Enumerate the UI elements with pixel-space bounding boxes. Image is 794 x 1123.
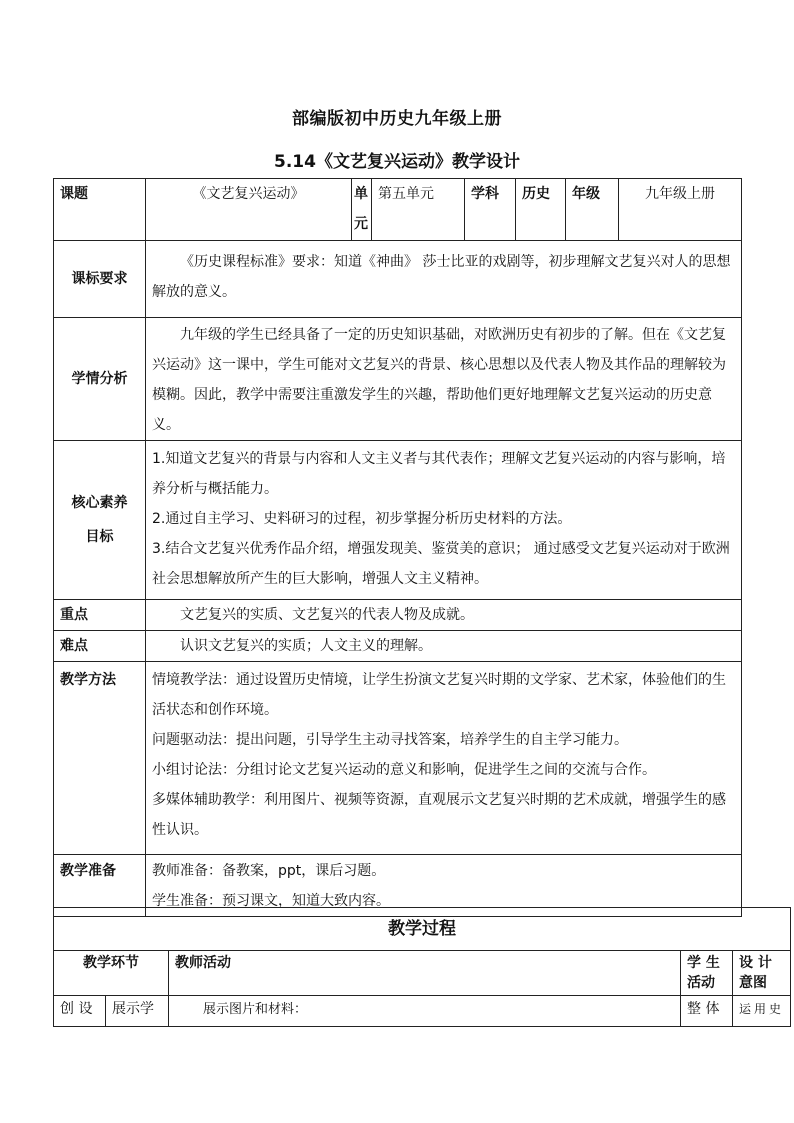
- process-row: [54, 996, 791, 1027]
- difficulty-row: [54, 631, 742, 662]
- row1-stage-b: 展示学: [106, 996, 169, 1027]
- subject-label: 学科: [465, 179, 516, 241]
- col-design: [733, 951, 791, 996]
- process-table: [53, 907, 791, 1027]
- subject-value: 历史: [516, 179, 566, 241]
- difficulty-label: 难点: [54, 631, 146, 662]
- prep-teacher: 教师准备：备教案，ppt，课后习题。: [152, 863, 386, 879]
- prep-student: 学生准备：预习课文，知道大致内容。: [152, 893, 390, 909]
- col-stage: 教学环节: [54, 951, 169, 996]
- col-teacher: 教师活动: [169, 951, 681, 996]
- key-point-text: 文艺复兴的实质、文艺复兴的代表人物及成就。: [146, 600, 742, 631]
- goal-item: 2.通过自主学习、史料研习的过程，初步掌握分析历史材料的方法。: [152, 511, 572, 527]
- process-header-row: [54, 951, 791, 996]
- col-student-bottom: 活动: [687, 975, 715, 991]
- topic-value: 《文艺复兴运动》: [146, 179, 352, 241]
- unit-label-top: 单: [354, 186, 368, 202]
- key-point-label: 重点: [54, 600, 146, 631]
- unit-label-bottom: 元: [354, 216, 368, 232]
- col-design-bottom: 意图: [739, 975, 767, 991]
- process-title: 教学过程: [54, 908, 791, 951]
- method-item: 情境教学法：通过设置历史情境，让学生扮演文艺复兴时期的文学家、艺术家，体验他们的生活状态和创作环境。: [152, 672, 726, 718]
- methods-row: [54, 662, 742, 855]
- analysis-text: 九年级的学生已经具备了一定的历史知识基础，对欧洲历史有初步的了解。但在《文艺复兴运动》这一课中，学生可能对文艺复兴的背景、核心思想以及代表人物及其作品的理解较为模糊。因此，教学中需要注重激发学生的兴趣，帮助他们更好地理解文艺复兴运动的历史意义。: [146, 318, 742, 441]
- standard-text: 《历史课程标准》要求：知道《神曲》 莎士比亚的戏剧等，初步理解文艺复兴对人的思想解放的意义。: [146, 241, 742, 318]
- col-design-top: 设 计: [739, 955, 772, 971]
- goals-row: [54, 441, 742, 600]
- row1-design: 运用史: [733, 996, 791, 1027]
- difficulty-text: 认识文艺复兴的实质；人文主义的理解。: [146, 631, 742, 662]
- goal-item: 3.结合文艺复兴优秀作品介绍，增强发现美、鉴赏美的意识； 通过感受文艺复兴运动对于欧洲社会思想解放所产生的巨大影响，增强人文主义精神。: [152, 541, 730, 587]
- lesson-info-table: [53, 178, 742, 917]
- row1-teacher: 展示图片和材料：: [169, 996, 681, 1027]
- unit-label: [352, 179, 372, 241]
- grade-value: 九年级上册: [619, 179, 742, 241]
- unit-value: 第五单元: [372, 179, 465, 241]
- col-student: [681, 951, 733, 996]
- document-subtitle: 5.14《文艺复兴运动》教学设计: [274, 152, 520, 172]
- analysis-row: [54, 318, 742, 441]
- methods-label: 教学方法: [54, 662, 146, 855]
- topic-label: 课题: [54, 179, 146, 241]
- method-item: 小组讨论法：分组讨论文艺复兴运动的意义和影响，促进学生之间的交流与合作。: [152, 762, 656, 778]
- method-item: 多媒体辅助教学：利用图片、视频等资源，直观展示文艺复兴时期的艺术成就，增强学生的感性认识。: [152, 792, 726, 838]
- goals-text: [146, 441, 742, 600]
- document-title: 部编版初中历史九年级上册: [292, 109, 502, 129]
- key-point-row: [54, 600, 742, 631]
- header-row: [54, 179, 742, 241]
- goals-label: [54, 441, 146, 600]
- analysis-label: 学情分析: [54, 318, 146, 441]
- col-student-top: 学 生: [687, 955, 720, 971]
- goals-label-top: 核心素养: [71, 495, 128, 511]
- prep-label: 教学准备: [54, 855, 146, 917]
- standard-row: [54, 241, 742, 318]
- goal-item: 1.知道文艺复兴的背景与内容和人文主义者与其代表作；理解文艺复兴运动的内容与影响，培养分析与概括能力。: [152, 451, 726, 497]
- row1-student: 整 体: [681, 996, 733, 1027]
- process-title-row: [54, 908, 791, 951]
- row1-stage-a: 创 设: [54, 996, 106, 1027]
- methods-text: [146, 662, 742, 855]
- method-item: 问题驱动法：提出问题，引导学生主动寻找答案，培养学生的自主学习能力。: [152, 732, 628, 748]
- goals-label-bottom: 目标: [85, 529, 114, 545]
- grade-label: 年级: [566, 179, 619, 241]
- standard-label: 课标要求: [54, 241, 146, 318]
